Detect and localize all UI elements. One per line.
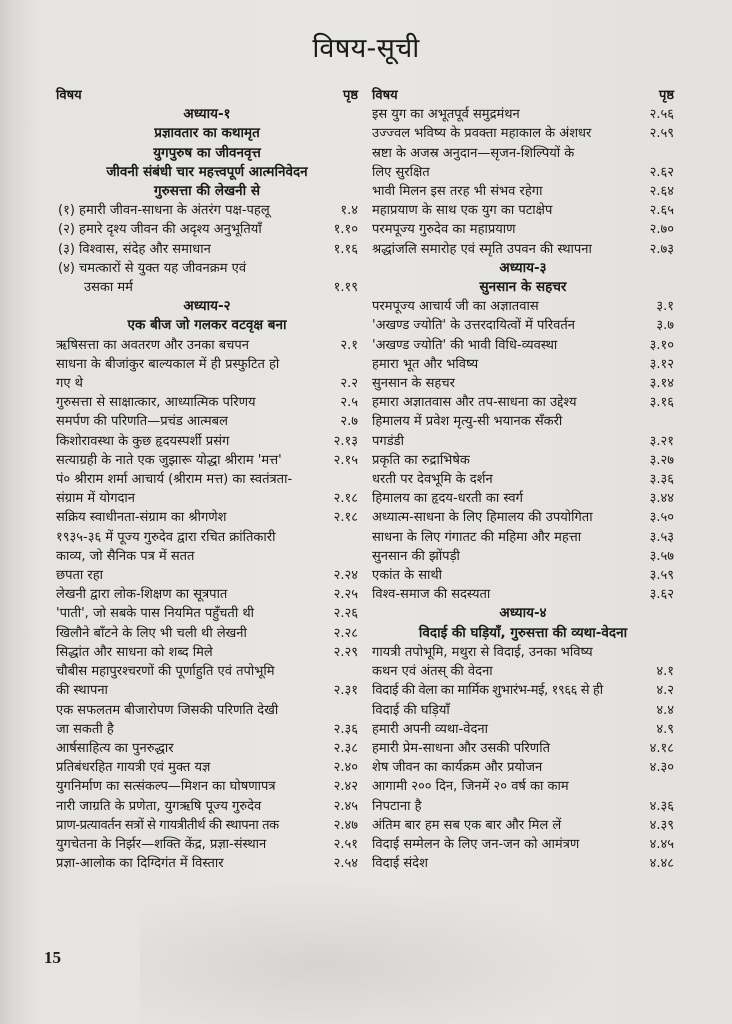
entry-page: २.३८ — [333, 740, 358, 756]
entry-page: २.३६ — [333, 721, 358, 737]
toc-entry[interactable] — [372, 355, 674, 374]
toc-entry[interactable] — [56, 835, 358, 854]
entry-text: स्रष्टा के अजस्र अनुदान—सृजन-शिल्पियों के — [372, 145, 575, 161]
toc-entry[interactable] — [56, 739, 358, 758]
toc-entry[interactable] — [372, 489, 674, 508]
toc-entry[interactable] — [56, 547, 358, 566]
toc-left-column — [56, 86, 358, 873]
entry-text: एकांत के साथी — [372, 568, 443, 584]
entry-text: शेष जीवन का कार्यक्रम और प्रयोजन — [372, 760, 543, 776]
entry-text: प्राण-प्रत्यावर्तन सत्रों से गायत्रीतीर्थ की स्थापना तक — [56, 817, 279, 833]
entry-page: २.२६ — [333, 606, 358, 622]
toc-entry[interactable] — [56, 489, 358, 508]
entry-text: इस युग का अभूतपूर्व समुद्रमंथन — [372, 107, 520, 123]
toc-entry[interactable] — [372, 758, 674, 777]
chapter-4-subtitle: विदाई की घड़ियाँ, गुरुसत्ता की व्यथा-वेदना — [418, 624, 628, 641]
entry-page: ३.६२ — [649, 587, 674, 603]
entry-text: विदाई सम्मेलन के लिए जन-जन को आमंत्रण — [372, 836, 580, 852]
toc-entry[interactable] — [56, 412, 358, 431]
entry-text: पगडंडी — [372, 433, 404, 449]
entry-page: ३.३६ — [649, 472, 674, 488]
toc-entry[interactable] — [56, 566, 358, 585]
toc-entry[interactable] — [372, 412, 674, 431]
entry-text: (३) विश्वास, संदेह और समाधान — [58, 241, 211, 257]
toc-entry[interactable] — [56, 701, 358, 720]
toc-header-left — [56, 86, 358, 105]
toc-entry[interactable] — [372, 739, 674, 758]
entry-page: २.४० — [333, 760, 358, 776]
entry-text: अध्यात्म-साधना के लिए हिमालय की उपयोगिता — [372, 510, 593, 526]
entry-page: २.२८ — [333, 625, 358, 641]
chapter-3-subtitle: सुनसान के सहचर — [479, 279, 567, 296]
chapter-1-title-line: गुरुसत्ता की लेखनी से — [154, 183, 260, 200]
entry-text: (४) चमत्कारों से युक्त यह जीवनक्रम एवं — [58, 260, 247, 276]
toc-entry[interactable] — [372, 701, 674, 720]
entry-text: गुरुसत्ता से साक्षात्कार, आध्यात्मिक परिणय — [56, 395, 256, 411]
entry-text: सिद्धांत और साधना को शब्द मिले — [56, 644, 213, 660]
chapter-2-subtitle: एक बीज जो गलकर वटवृक्ष बना — [127, 317, 287, 334]
entry-page: ४.३६ — [649, 798, 674, 814]
entry-page: २.५ — [340, 395, 358, 411]
toc-entry[interactable] — [372, 508, 674, 527]
entry-text: हिमालय का हृदय-धरती का स्वर्ग — [372, 491, 523, 507]
chapter-2-label: अध्याय-२ — [183, 298, 231, 315]
toc-entry[interactable] — [372, 662, 674, 681]
entry-text: हिमालय में प्रवेश मृत्यु-सी भयानक सँकरी — [372, 414, 563, 430]
entry-text: उसका मर्म — [84, 280, 133, 296]
toc-entry[interactable] — [56, 604, 358, 623]
entry-page: ४.१ — [656, 664, 674, 680]
entry-page: २.१८ — [333, 491, 358, 507]
toc-entry[interactable] — [56, 470, 358, 489]
toc-entry[interactable] — [56, 797, 358, 816]
entry-text: हमारी अपनी व्यथा-वेदना — [372, 721, 488, 737]
header-topic: विषय — [56, 88, 82, 103]
toc-entry[interactable] — [56, 528, 358, 547]
chapter-3-label: अध्याय-३ — [499, 259, 547, 276]
entry-page: १.१६ — [333, 241, 358, 257]
entry-page: ४.१८ — [649, 740, 674, 756]
toc-entry[interactable] — [56, 777, 358, 796]
toc-entry[interactable] — [372, 336, 674, 355]
entry-text: प्रकृति का रुद्राभिषेक — [372, 452, 470, 468]
entry-text: सत्याग्रही के नाते एक जुझारू योद्धा श्रीराम 'मत्त' — [56, 452, 282, 468]
entry-page: २.३१ — [333, 683, 358, 699]
toc-entry[interactable] — [372, 566, 674, 585]
entry-page: ४.४८ — [649, 856, 674, 872]
chapter-4-label: अध्याय-४ — [499, 605, 547, 622]
toc-entry[interactable] — [372, 393, 674, 412]
entry-text: प्रज्ञा-आलोक का दिग्दिगंत में विस्तार — [56, 856, 224, 872]
toc-right-column — [372, 86, 674, 873]
toc-entry[interactable] — [372, 681, 674, 700]
entry-text: कथन एवं अंतस् की वेदना — [372, 664, 493, 680]
entry-page: ३.१६ — [649, 395, 674, 411]
entry-text: छपता रहा — [56, 568, 103, 584]
toc-entry[interactable] — [56, 259, 358, 278]
toc-entry[interactable] — [372, 163, 674, 182]
entry-page: ४.९ — [656, 721, 674, 737]
entry-page: २.४२ — [333, 779, 358, 795]
entry-text: सुनसान के सहचर — [372, 376, 455, 392]
entry-page: ३.१० — [649, 337, 674, 353]
toc-entry[interactable] — [372, 124, 674, 143]
toc-entry[interactable] — [372, 547, 674, 566]
entry-page: ३.१४ — [649, 376, 674, 392]
entry-text: हमारी प्रेम-साधना और उसकी परिणति — [372, 740, 550, 756]
entry-text: परमपूज्य आचार्य जी का अज्ञातवास — [372, 299, 539, 315]
toc-entry[interactable] — [372, 528, 674, 547]
entry-page: २.२९ — [333, 644, 358, 660]
entry-page: ४.४ — [656, 702, 674, 718]
chapter-1-title-line: प्रज्ञावतार का कथामृत — [154, 125, 260, 142]
toc-entry[interactable] — [372, 182, 674, 201]
entry-page: ३.१२ — [649, 356, 674, 372]
entry-text: युगचेतना के निर्झर—शक्ति केंद्र, प्रज्ञा-संस्थान — [56, 836, 267, 852]
toc-entry[interactable] — [56, 662, 358, 681]
entry-text: सक्रिय स्वाधीनता-संग्राम का श्रीगणेश — [56, 510, 227, 526]
toc-entry[interactable] — [56, 220, 358, 239]
entry-text: उज्ज्वल भविष्य के प्रवक्ता महाकाल के अंशधर — [372, 126, 592, 142]
toc-entry[interactable] — [56, 393, 358, 412]
entry-text: निपटाना है — [372, 798, 422, 814]
entry-text: विदाई संदेश — [372, 856, 428, 872]
entry-text: गायत्री तपोभूमि, मथुरा से विदाई, उनका भविष्य — [372, 644, 593, 660]
entry-text: आगामी २०० दिन, जिनमें २० वर्ष का काम — [372, 779, 569, 795]
entry-page: ३.४४ — [649, 491, 674, 507]
toc-entry[interactable] — [56, 816, 358, 835]
chapter-1-title-line: युगपुरुष का जीवनवृत्त — [153, 144, 261, 161]
toc-entry[interactable] — [372, 854, 674, 873]
toc-entry[interactable] — [372, 374, 674, 393]
entry-text: खिलौने बाँटने के लिए भी चली थी लेखनी — [56, 625, 247, 641]
toc-entry[interactable] — [56, 240, 358, 259]
entry-page: २.६२ — [649, 164, 674, 180]
toc-entry[interactable] — [372, 240, 674, 259]
toc-entry[interactable] — [372, 835, 674, 854]
entry-page: १.४ — [340, 203, 358, 219]
toc-entry[interactable] — [56, 451, 358, 470]
header-topic: विषय — [372, 88, 398, 103]
entry-text: नारी जाग्रति के प्रणेता, युगऋषि पूज्य गुरुदेव — [56, 798, 262, 814]
toc-entry[interactable] — [372, 316, 674, 335]
entry-text: सुनसान की झोंपड़ी — [372, 548, 460, 564]
entry-page: ३.२१ — [649, 433, 674, 449]
entry-text: धरती पर देवभूमि के दर्शन — [372, 472, 493, 488]
entry-text: प्रतिबंधरहित गायत्री एवं मुक्त यज्ञ — [56, 760, 211, 776]
toc-entry[interactable] — [372, 451, 674, 470]
entry-page: २.१५ — [333, 452, 358, 468]
entry-page: ३.७ — [656, 318, 674, 334]
toc-entry[interactable] — [372, 470, 674, 489]
toc-entry[interactable] — [372, 144, 674, 163]
entry-page: ४.४५ — [649, 836, 674, 852]
entry-text: लिए सुरक्षित — [372, 164, 430, 180]
toc-entry[interactable] — [372, 777, 674, 796]
entry-text: गए थे — [56, 376, 83, 392]
entry-page: २.१८ — [333, 510, 358, 526]
entry-text: अंतिम बार हम सब एक बार और मिल लें — [372, 817, 562, 833]
entry-page: ३.१ — [656, 299, 674, 315]
entry-page: २.१३ — [333, 433, 358, 449]
entry-text: संग्राम में योगदान — [56, 491, 136, 507]
entry-text: हमारा अज्ञातवास और तप-साधना का उद्देश्य — [372, 395, 577, 411]
entry-text: (१) हमारी जीवन-साधना के अंतरंग पक्ष-पहलू — [58, 203, 270, 219]
entry-text: विदाई की घड़ियाँ — [372, 702, 450, 718]
entry-text: जा सकती है — [56, 721, 114, 737]
entry-text: चौबीस महापुरश्चरणों की पूर्णाहुति एवं तपोभूमि — [56, 664, 275, 680]
toc-entry[interactable] — [56, 201, 358, 220]
toc-entry[interactable] — [372, 297, 674, 316]
toc-entry[interactable] — [372, 105, 674, 124]
toc-entry[interactable] — [56, 624, 358, 643]
page-title: विषय-सूची — [312, 33, 420, 64]
entry-page: २.५९ — [649, 126, 674, 142]
entry-text: किशोरावस्था के कुछ हृदयस्पर्शी प्रसंग — [56, 433, 230, 449]
entry-text: युगनिर्माण का सत्संकल्प—मिशन का घोषणापत्र — [56, 779, 276, 795]
entry-text: साधना के लिए गंगातट की महिमा और महत्ता — [372, 529, 582, 545]
toc-header-right — [372, 86, 674, 105]
toc-entry[interactable] — [56, 278, 358, 297]
toc-entry[interactable] — [56, 508, 358, 527]
entry-page: २.७० — [649, 222, 674, 238]
entry-text: पं० श्रीराम शर्मा आचार्य (श्रीराम मत्त) का स्वतंत्रता- — [56, 472, 293, 488]
toc-entry[interactable] — [372, 220, 674, 239]
toc-entry[interactable] — [372, 797, 674, 816]
entry-page: २.२४ — [333, 568, 358, 584]
entry-page: ३.२७ — [649, 452, 674, 468]
entry-page: २.२५ — [333, 587, 358, 603]
toc-entry[interactable] — [372, 585, 674, 604]
toc-entry[interactable] — [372, 720, 674, 739]
toc-entry[interactable] — [372, 643, 674, 662]
chapter-1-label: अध्याय-१ — [183, 106, 231, 123]
entry-text: श्रद्धांजलि समारोह एवं स्मृति उपवन की स्थापना — [372, 241, 592, 257]
toc-entry[interactable] — [372, 201, 674, 220]
entry-page: ३.५० — [649, 510, 674, 526]
toc-entry[interactable] — [56, 585, 358, 604]
entry-page: २.५४ — [333, 856, 358, 872]
toc-entry[interactable] — [372, 816, 674, 835]
entry-text: एक सफलतम बीजारोपण जिसकी परिणति देखी — [56, 702, 279, 718]
chapter-1-title-line: जीवनी संबंधी चार महत्त्वपूर्ण आत्मनिवेदन — [106, 163, 308, 180]
entry-text: ऋषिसत्ता का अवतरण और उनका बचपन — [56, 337, 249, 353]
entry-text: समर्पण की परिणति—प्रचंड आत्मबल — [56, 414, 228, 430]
entry-text: साधना के बीजांकुर बाल्यकाल में ही प्रस्फुटित हो — [56, 356, 280, 372]
entry-text: 'पाती', जो सबके पास नियमित पहुँचती थी — [56, 606, 255, 622]
entry-text: की स्थापना — [56, 683, 108, 699]
toc-entry[interactable] — [56, 758, 358, 777]
entry-page: २.७ — [340, 414, 358, 430]
entry-text: (२) हमारे दृश्य जीवन की अदृश्य अनुभूतियाँ — [58, 222, 262, 238]
page-shadow — [140, 880, 600, 1024]
entry-page: २.४७ — [333, 817, 358, 833]
entry-text: विदाई की वेला का मार्मिक शुभारंभ-मई, १९६६ से ही — [372, 683, 603, 699]
entry-text: महाप्रयाण के साथ एक युग का पटाक्षेप — [372, 203, 553, 219]
entry-text: 'अखण्ड ज्योति' की भावी विधि-व्यवस्था — [372, 337, 558, 353]
entry-page: २.६४ — [649, 184, 674, 200]
entry-page: २.१ — [340, 337, 358, 353]
entry-page: २.२ — [340, 376, 358, 392]
entry-text: हमारा भूत और भविष्य — [372, 356, 479, 372]
entry-page: ३.५९ — [649, 568, 674, 584]
entry-page: ३.५३ — [649, 529, 674, 545]
entry-text: १९३५-३६ में पूज्य गुरुदेव द्वारा रचित क्रांतिकारी — [56, 529, 276, 545]
entry-page: ४.३० — [649, 760, 674, 776]
entry-page: २.४५ — [333, 798, 358, 814]
entry-page: २.५६ — [649, 107, 674, 123]
entry-page: ३.५७ — [649, 548, 674, 564]
entry-page: २.६५ — [649, 203, 674, 219]
toc-entry[interactable] — [56, 720, 358, 739]
entry-page: २.५१ — [333, 836, 358, 852]
toc-entry[interactable] — [56, 374, 358, 393]
toc-entry[interactable] — [56, 643, 358, 662]
entry-text: भावी मिलन इस तरह भी संभव रहेगा — [372, 184, 543, 200]
entry-text: लेखनी द्वारा लोक-शिक्षण का सूत्रपात — [56, 587, 228, 603]
entry-page: ४.२ — [656, 683, 674, 699]
entry-text: काव्य, जो सैनिक पत्र में सतत — [56, 548, 195, 564]
entry-text: 'अखण्ड ज्योति' के उत्तरदायित्वों में परिवर्तन — [372, 318, 575, 334]
toc-entry[interactable] — [56, 355, 358, 374]
header-page: पृष्ठ — [342, 88, 358, 103]
entry-page: ४.३९ — [649, 817, 674, 833]
toc-entry[interactable] — [56, 681, 358, 700]
header-page: पृष्ठ — [658, 88, 674, 103]
toc-entry[interactable] — [56, 336, 358, 355]
entry-page: १.१९ — [333, 280, 358, 296]
entry-page: १.१० — [333, 222, 358, 238]
entry-text: आर्षसाहित्य का पुनरुद्धार — [56, 740, 174, 756]
entry-text: विश्व-समाज की सदस्यता — [372, 587, 491, 603]
entry-page: २.७३ — [649, 241, 674, 257]
toc-entry[interactable] — [56, 854, 358, 873]
page-number: 15 — [44, 948, 61, 967]
toc-entry[interactable] — [372, 432, 674, 451]
toc-entry[interactable] — [56, 432, 358, 451]
entry-text: परमपूज्य गुरुदेव का महाप्रयाण — [372, 222, 516, 238]
